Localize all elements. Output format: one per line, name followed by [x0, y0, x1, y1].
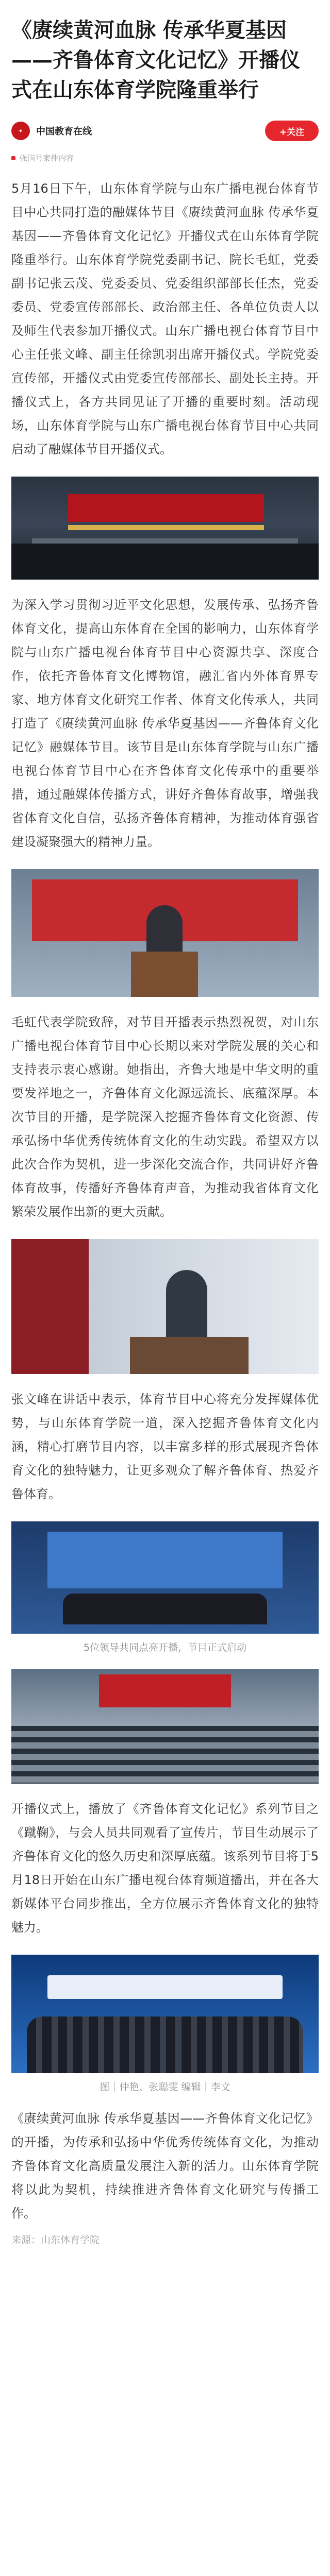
speaker-figure	[166, 1270, 207, 1342]
account-logo[interactable]	[11, 122, 30, 140]
desk	[130, 1337, 249, 1374]
paragraph-5: 开播仪式上，播放了《齐鲁体育文化记忆》系列节目之《蹴鞠》，与会人员共同观看了宣传片，节目生动展示了齐鲁体育文化的悠久历史和深厚底蕴。该系列节目将于5月18日开始在山东广播电视台体育频道播出，并在各大新媒体平台同步推出，全方位展示齐鲁体育文化的独特魅力。	[11, 1802, 319, 1935]
caption-photo-6: 图｜仲艳、张聪雯 编辑｜李文	[100, 2081, 230, 2093]
paragraph-3: 毛虹代表学院致辞，对节目开播表示热烈祝贺，对山东广播电视台体育节目中心长期以来对学院发展的关心和支持表示衷心感谢。她指出，齐鲁大地是中华文明的重要发祥地之一，齐鲁体育文化源远流长、底蕴深厚。本次节目的开播，是学院深入挖掘齐鲁体育文化资源、传承弘扬中华优秀传统体育文化的生动实践。希望双方以此次合作为契机，进一步深化交流合作，共同讲好齐鲁体育故事，传播好齐鲁体育声音，为推动我省体育文化繁荣发展作出新的更大贡献。	[11, 1015, 319, 1219]
photo-ceremony-hall	[11, 477, 319, 580]
paragraph-6: 《赓续黄河血脉 传承华夏基因——齐鲁体育文化记忆》的开播，为传承和弘扬中华优秀传统体育文化，为推动齐鲁体育文化高质量发展注入新的活力。山东体育学院将以此为契机，持续推进齐鲁体育文化研究与传播工作。	[11, 2111, 319, 2221]
launch-screen	[47, 1532, 283, 1588]
photo-launch-ceremony	[11, 1521, 319, 1634]
source-note: 来源：山东体育学院	[11, 2234, 100, 2246]
group-people	[27, 2016, 303, 2073]
paragraph-2: 为深入学习贯彻习近平文化思想，发展传承、弘扬齐鲁体育文化，提高山东体育在全国的影响力，山东体育学院与山东广播电视台体育节目中心资源共享、深度合作，依托齐鲁体育文化博物馆，融汇省内外体育界专家、地方体育文化研究工作者、体育文化传承人，共同打造了《赓续黄河血脉 传承华夏基因——齐鲁体育文化记忆》融媒体节目。该节目是山东体育学院与山东广播电视台体育节目中心在齐鲁体育文化传承中的重要举措，通过融媒体传播方式，讲好齐鲁体育故事，增强我省体育文化自信，弘扬齐鲁体育精神，为推动体育强省建设凝聚强大的精神力量。	[11, 598, 319, 849]
leaders-group	[63, 1594, 267, 1624]
article-title: 《赓续黄河血脉 传承华夏基因——齐鲁体育文化记忆》开播仪式在山东体育学院隆重举行	[11, 19, 300, 102]
lectern	[131, 952, 198, 997]
photo-auditorium	[11, 1669, 319, 1784]
paragraph-1: 5月16日下午，山东体育学院与山东广播电视台体育节目中心共同打造的融媒体节目《赓续黄河血脉 传承华夏基因——齐鲁体育文化记忆》开播仪式在山东体育学院隆重举行。山东体育学院党委副书记、院长毛虹，党委副书记张云茂、党委委员、党委组织部部长任杰，党委委员、党委宣传部部长、政治部主任、各单位负责人以及师生代表参加开播仪式。山东广播电视台体育节目中心主任张文峰、副主任徐凯羽出席开播仪式。学院党委宣传部，开播仪式由党委宣传部部长、副处长主持。开播仪式上，各方共同见证了开播的重要时刻。活动现场，山东体育学院与山东广播电视台体育节目中心共同启动了融媒体节目开播仪式。	[11, 181, 319, 456]
source-dot-icon	[11, 156, 15, 160]
audience-area	[11, 544, 319, 580]
photo-speaker-2	[11, 1239, 319, 1374]
group-title-board	[47, 1975, 283, 1999]
follow-button[interactable]: +关注	[265, 121, 319, 141]
photo-speaker-1	[11, 869, 319, 997]
account-name[interactable]: 中国教育在线	[36, 126, 92, 137]
stage-banner-icon	[68, 494, 264, 522]
author-bar	[11, 116, 319, 145]
source-text: 强国号案件内容	[20, 154, 74, 163]
caption-photo-4: 5位领导共同点亮开播，节目正式启动	[83, 1642, 247, 1653]
curtain	[11, 1239, 89, 1374]
logo-mark-icon: ✦	[18, 127, 23, 134]
paragraph-4: 张文峰在讲话中表示，体育节目中心将充分发挥媒体优势，与山东体育学院一道，深入挖掘齐鲁体育文化内涵，精心打磨节目内容，以丰富多样的形式展现齐鲁体育文化的独特魅力，让更多观众了解齐鲁体育、热爱齐鲁体育。	[11, 1392, 319, 1501]
stage-banner-stripe	[68, 525, 264, 530]
auditorium-screen	[99, 1674, 231, 1707]
source-line	[11, 152, 319, 163]
photo-group	[11, 1955, 319, 2073]
audience-rows	[11, 1726, 319, 1784]
